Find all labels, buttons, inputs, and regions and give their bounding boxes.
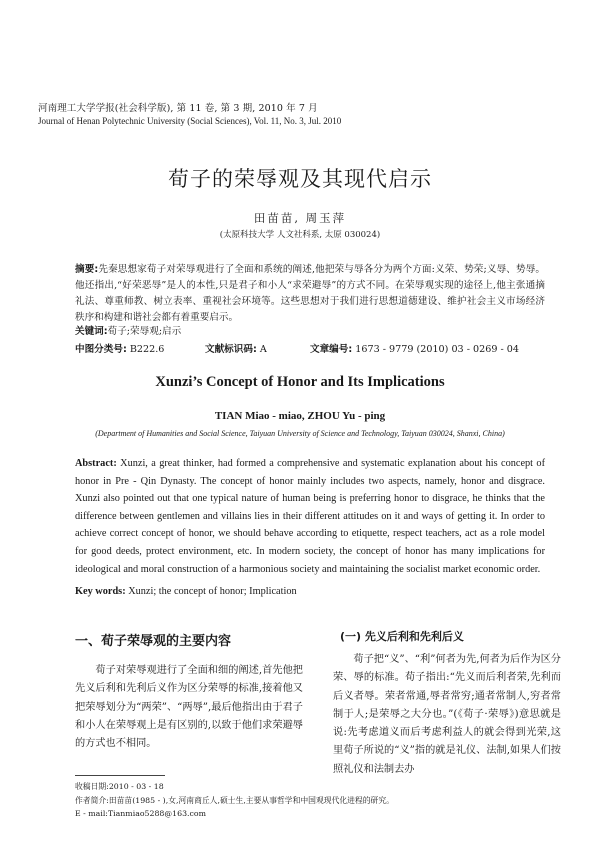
keywords-en-label: Key words:	[75, 586, 126, 597]
footnote-divider	[75, 775, 165, 776]
abstract-cn	[75, 262, 545, 326]
abstract-cn-text: 先秦思想家荀子对荣辱观进行了全面和系统的阐述,他把荣与辱各分为两个方面:义荣、势荣;义辱、势辱。他还指出,“好荣恶辱”是人的本性,只是君子和小人“求荣避辱”的方式不同。在荣辱观实现的途径上,他主张通摘礼法、尊重师教、树立表率、重视社会环境等。这些思想对于我们进行思想道德建设、维护社会主义市场经济秩序和构建和谐社会都有着重要启示。	[75, 264, 546, 323]
abstract-en-text: Xunzi, a great thinker, had formed a comprehensive and systematic explanation about his concept of honor in Pre - Qin Dynasty. The concept of honor mainly includes two aspects, namely, honor and disgrace. Xunzi also pointed out that one typical nature of human being is preferring honor to disgrace, he thinks that the difference between gentlemen and villains lies in their different attitudes on it and ways of getting it. In order to achieve correct concept of honor, we should behave according to etiquette, respect teachers, act as a role model for good deeds, protect environment, etc. In modern society, the concept of honor has many implications for ideological and moral construction of a harmonious society and maintaining the socialist market economic order.	[75, 458, 545, 575]
paper-title-en: Xunzi’s Concept of Honor and Its Implications	[155, 374, 445, 390]
doc-code-label: 文献标识码:	[205, 344, 257, 355]
keywords-cn-text: 荀子;荣辱观;启示	[107, 326, 182, 337]
affiliation-cn: (太原科技大学 人文社科系, 太原 030024)	[219, 230, 381, 240]
footnote-author: 作者简介:田苗苗(1985 - ),女,河南商丘人,硕士生,主要从事哲学和中国观现代化进程的研究。	[75, 795, 394, 805]
authors-cn: 田苗苗, 周玉萍	[253, 211, 347, 225]
keywords-cn	[75, 323, 181, 337]
body-paragraph-right: 荀子把“义”、“利”何者为先,何者为后作为区分荣、辱的标准。荀子指出:“先义而后利者荣,先利而后义者辱。荣者常通,辱者常穷;通者常制人,穷者常制于人;是荣辱之大分也。”(《荀子·荣辱》)意思就是说:先考虑道义而后考虑利益人的就会得到光荣,这里荀子所说的“义”指的就是礼仪、法制,如果人们按照礼仪和法制去办	[333, 654, 561, 775]
keywords-cn-label: 关键词:	[75, 326, 108, 337]
article-no-label: 文章编号:	[310, 344, 353, 355]
abstract-cn-label: 摘要:	[75, 264, 99, 275]
body-paragraph-left: 荀子对荣辱观进行了全面和细的阐述,首先他把先义后利和先利后义作为区分荣辱的标准,接着他又把荣辱划分为“两荣”、“两辱”,最后他指出由于君子和小人在荣辱观上是有区别的,以致于他们求荣避辱的方式也不相同。	[75, 665, 303, 750]
abstract-en	[75, 455, 545, 578]
section-heading-1: 一、荀子荣辱观的主要内容	[75, 634, 232, 649]
abstract-en-label: Abstract:	[75, 458, 117, 469]
paper-title-cn: 荀子的荣辱观及其现代启示	[168, 167, 432, 191]
footnotes	[75, 780, 555, 821]
affiliation-en: (Department of Humanities and Social Science, Taiyuan University of Science and Technology, Taiyuan 030024, Shanxi, China)	[95, 429, 505, 438]
journal-header-cn: 河南理工大学学报(社会科学版), 第 11 卷, 第 3 期, 2010 年 7 月	[38, 103, 318, 114]
subsection-heading-1-1: (一) 先义后利和先利后义	[340, 630, 464, 643]
journal-header-en: Journal of Henan Polytechnic University (Social Sciences), Vol. 11, No. 3, Jul. 2010	[38, 116, 342, 126]
footnote-email: E - mail:Tianmiao5288@163.com	[75, 809, 206, 818]
footnote-received: 收稿日期:2010 - 03 - 18	[75, 782, 164, 791]
clc-value: B222.6	[129, 344, 165, 355]
keywords-en	[75, 586, 297, 597]
keywords-en-text: Xunzi; the concept of honor; Implication	[128, 586, 297, 597]
authors-en: TIAN Miao - miao, ZHOU Yu - ping	[214, 410, 386, 422]
article-no-value: 1673 - 9779 (2010) 03 - 0269 - 04	[355, 344, 519, 355]
clc-label: 中图分类号:	[75, 344, 127, 355]
doc-code-value: A	[259, 344, 267, 355]
